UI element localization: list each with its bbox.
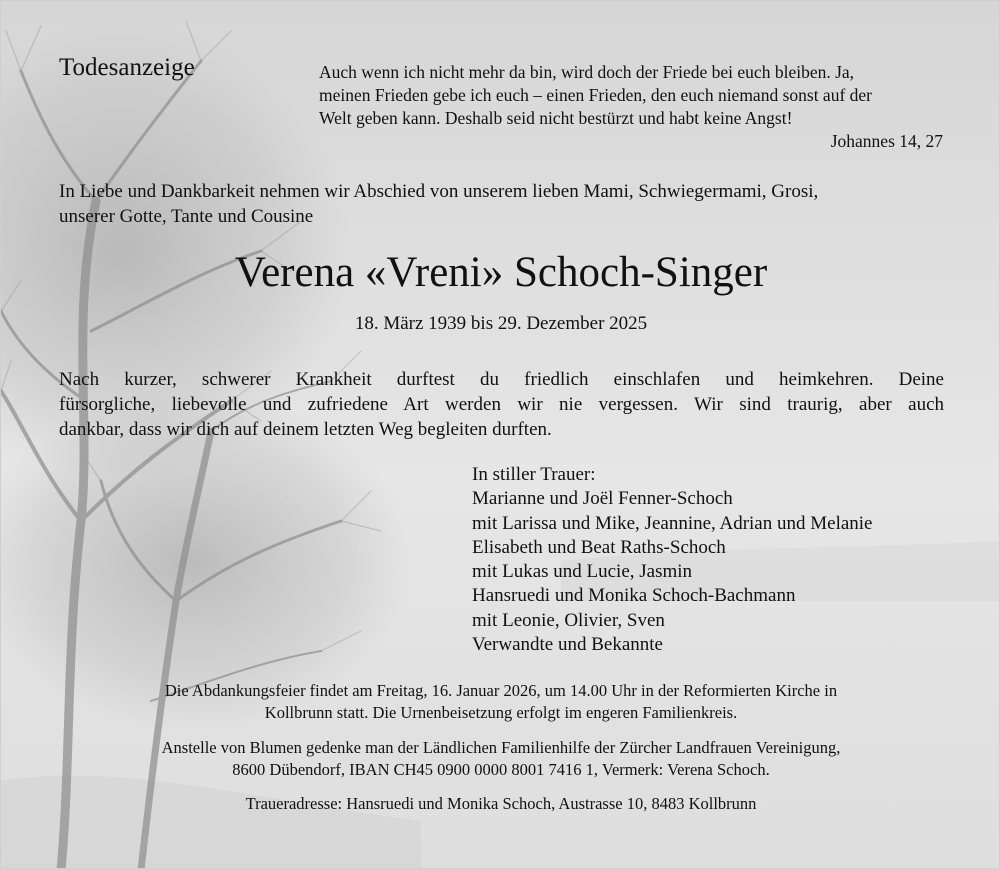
service-line: Kollbrunn statt. Die Urnenbeisetzung erfolgt im engeren Familienkreis.: [264, 703, 738, 722]
mourners-line: Elisabeth und Beat Raths-Schoch: [472, 536, 726, 558]
donation-line: Anstelle von Blumen gedenke man der Ländlichen Familienhilfe der Zürcher Landfrauen Vereinigung,: [161, 738, 841, 757]
mourners-line: In stiller Trauer:: [472, 464, 596, 485]
quote-source: Johannes 14, 27: [830, 131, 943, 151]
quote-line: Auch wenn ich nicht mehr da bin, wird doch der Friede bei euch bleiben. Ja,: [319, 62, 855, 82]
mourners-line: Hansruedi und Monika Schoch-Bachmann: [472, 585, 796, 607]
service-info: [1, 680, 1000, 724]
mourners-line: Marianne und Joël Fenner-Schoch: [472, 488, 733, 510]
life-dates: 18. März 1939 bis 29. Dezember 2025: [354, 313, 648, 334]
intro-line: unserer Gotte, Tante und Cousine: [59, 206, 314, 227]
mourners-line: mit Larissa und Mike, Jeannine, Adrian und Melanie: [472, 512, 873, 534]
body-line: fürsorgliche, liebevolle und zufriedene Art werden wir nie vergessen. Wir sind traurig, aber auch: [59, 394, 944, 415]
donation-info: [1, 737, 1000, 781]
mourners-line: mit Lukas und Lucie, Jasmin: [472, 561, 693, 583]
mourners-line: Verwandte und Bekannte: [472, 634, 663, 656]
service-line: Die Abdankungsfeier findet am Freitag, 16. Januar 2026, um 14.00 Uhr in der Reformierten Kirche in: [164, 681, 838, 700]
body-line: dankbar, dass wir dich auf deinem letzten Weg begleiten durften.: [59, 419, 552, 440]
bible-quote: [319, 61, 951, 153]
quote-line: Welt geben kann. Deshalb seid nicht bestürzt und habt keine Angst!: [319, 108, 793, 128]
quote-line: meinen Frieden gebe ich euch – einen Frieden, den euch niemand sonst auf der: [319, 85, 873, 105]
body-line: Nach kurzer, schwerer Krankheit durftest du friedlich einschlafen und heimkehren. Deine: [59, 369, 944, 390]
intro-line: In Liebe und Dankbarkeit nehmen wir Abschied von unserem lieben Mami, Schwiegermami, Grosi,: [59, 181, 819, 202]
farewell-intro: [59, 179, 959, 229]
donation-line: 8600 Dübendorf, IBAN CH45 0900 0000 8001 7416 1, Vermerk: Verena Schoch.: [232, 760, 770, 779]
notice-body: [59, 367, 944, 442]
address-line: Traueradresse: Hansruedi und Monika Schoch, Austrasse 10, 8483 Kollbrunn: [245, 794, 757, 813]
mourners-list: [472, 463, 972, 657]
deceased-name: Verena «Vreni» Schoch-Singer: [234, 249, 768, 296]
notice-heading: Todesanzeige: [59, 54, 195, 81]
mourning-address: [1, 793, 1000, 815]
mourners-line: mit Leonie, Olivier, Sven: [472, 609, 665, 631]
